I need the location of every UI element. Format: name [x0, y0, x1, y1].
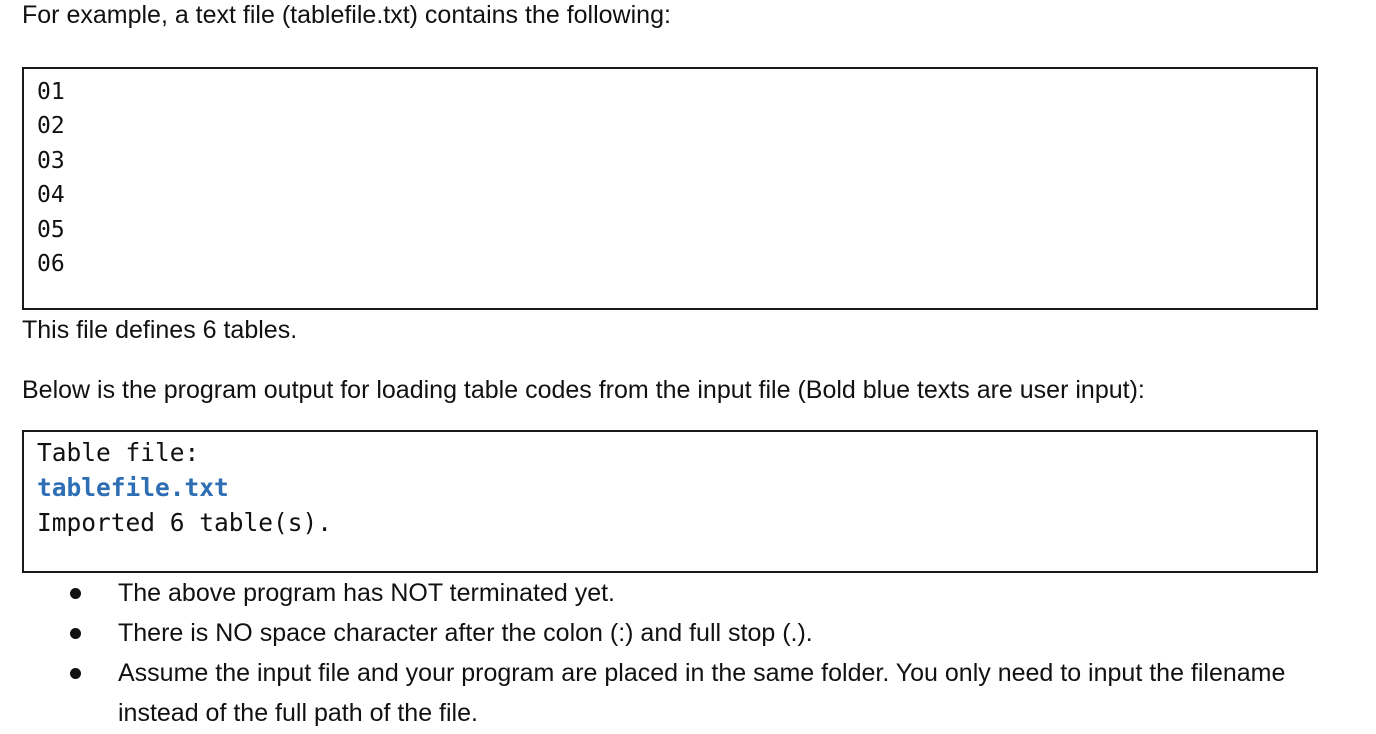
- notes-list: [0, 573, 1376, 733]
- bullet-icon: [70, 628, 81, 639]
- note-item: [0, 573, 1376, 613]
- file-line: 05: [37, 216, 65, 243]
- output-prompt-line: Table file:: [37, 438, 200, 467]
- file-line: 04: [37, 182, 65, 209]
- file-line: 02: [37, 113, 65, 140]
- note-text: There is NO space character after the colon (:) and full stop (.).: [118, 619, 813, 647]
- file-line: 06: [37, 251, 65, 278]
- intro-text: For example, a text file (tablefile.txt) contains the following:: [22, 1, 671, 29]
- note-text: The above program has NOT terminated yet.: [118, 579, 615, 607]
- file-line: 03: [37, 147, 65, 174]
- program-output-box: [22, 430, 1318, 573]
- user-input-line: tablefile.txt: [37, 473, 229, 502]
- summary-text: This file defines 6 tables.: [22, 316, 298, 344]
- output-intro-text: Below is the program output for loading table codes from the input file (Bold blue texts are user input):: [22, 376, 1145, 404]
- output-result-line: Imported 6 table(s).: [37, 508, 333, 537]
- bullet-icon: [70, 588, 81, 599]
- file-line: 01: [37, 79, 65, 105]
- note-text: Assume the input file and your program are placed in the same folder. You only need to input the filename instead of the full path of the file.: [118, 659, 1286, 727]
- note-item: [0, 653, 1376, 733]
- note-item: [0, 613, 1376, 653]
- file-contents-box: [22, 67, 1318, 310]
- bullet-icon: [70, 668, 81, 679]
